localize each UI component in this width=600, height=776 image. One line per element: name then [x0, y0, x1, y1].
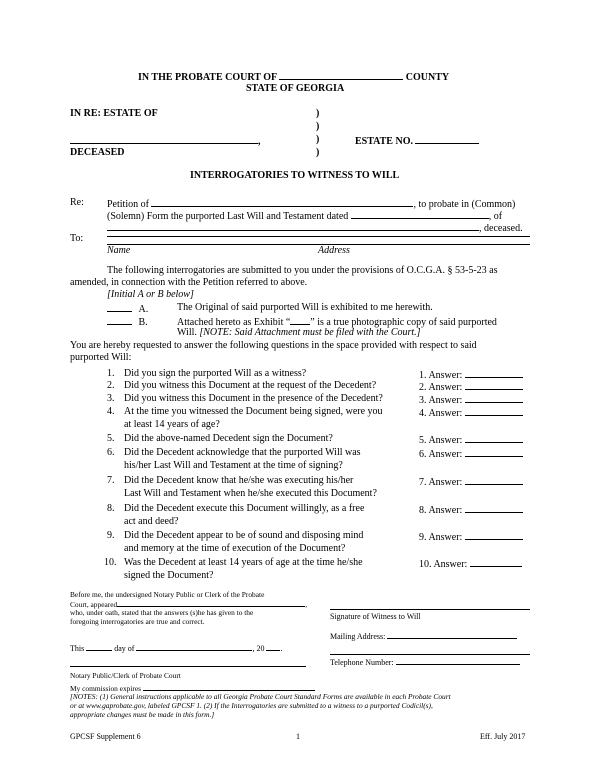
option-a-label: A. — [138, 304, 149, 315]
telephone-label: Telephone Number: — [330, 658, 394, 667]
answer-label: 8. Answer: — [419, 505, 463, 516]
commission-label: My commission expires — [70, 684, 142, 693]
answer-row — [419, 380, 523, 393]
intro-line-2: amended, in connection with the Petition referred to above. — [70, 277, 308, 288]
date-period: . — [280, 644, 283, 653]
telephone-row — [330, 657, 520, 667]
mailing-line-2[interactable] — [330, 654, 530, 655]
form-id: GPCSF Supplement 6 — [70, 732, 141, 741]
decedent-name-row — [70, 134, 261, 147]
answer-blank[interactable] — [465, 368, 523, 378]
notary-date-row — [70, 643, 282, 653]
question-text: Did you witness this Document at the request of the Decedent? — [124, 380, 377, 391]
question-number: 2. — [107, 380, 115, 391]
year-label: , 20 — [252, 644, 265, 653]
notary-line-2: Court, appeared , — [70, 600, 308, 609]
notes-line-3: appropriate changes must be made in this form.] — [70, 710, 215, 719]
question-number: 10. — [104, 557, 117, 568]
witness-signature-line[interactable] — [330, 609, 530, 610]
answer-row — [419, 406, 523, 419]
answer-blank[interactable] — [465, 530, 523, 540]
effective-date: Eff. July 2017 — [480, 732, 526, 741]
answer-row — [419, 447, 523, 460]
answer-row — [419, 393, 523, 406]
question-number: 7. — [107, 475, 115, 486]
will-dated-label: (Solemn) Form the purported Last Will and Testament dated — [107, 211, 349, 222]
notary-signature-line[interactable] — [70, 666, 306, 667]
question-number: 1. — [107, 368, 115, 379]
caption-paren-1: ) — [316, 108, 320, 119]
notary-signature-label: Notary Public/Clerk of Probate Court — [70, 671, 181, 680]
question-number: 4. — [107, 406, 115, 417]
probate-form-label: , to probate in (Common) — [413, 199, 516, 210]
answer-label: 3. Answer: — [419, 395, 463, 406]
question-text: Did you witness this Document in the presence of the Decedent? — [124, 393, 383, 404]
question-text-cont: Last Will and Testament when he/she executed this Document? — [124, 488, 377, 499]
will-date-blank[interactable] — [351, 209, 489, 219]
state-header: STATE OF GEORGIA — [246, 83, 345, 94]
question-text-cont: act and deed? — [124, 516, 179, 527]
question-text: Did the above-named Decedent sign the Document? — [124, 433, 333, 444]
option-b-note: [NOTE: Said Attachment must be filed with the Court.] — [199, 327, 421, 338]
petition-line-3 — [107, 221, 523, 234]
request-line-1: You are hereby requested to answer the following questions in the space provided with respect to said — [70, 340, 477, 351]
initial-note: [Initial A or B below] — [107, 289, 194, 300]
notes-line-2: or at www.gaprobate.gov, labeled GPCSF 1. (2) If the Interrogatories are submitted to a witness to a purported Codicil(s), — [70, 701, 433, 710]
question-text: Did the Decedent appear to be of sound and disposing mind — [124, 530, 364, 541]
deceased-label: DECEASED — [70, 147, 125, 158]
appeared-blank[interactable] — [117, 599, 305, 607]
option-b-row — [107, 315, 148, 328]
re-label: Re: — [70, 197, 84, 208]
decedent-name-blank[interactable] — [70, 134, 258, 144]
month-blank[interactable] — [136, 643, 252, 651]
county-blank[interactable] — [279, 70, 403, 80]
answer-label: 1. Answer: — [419, 370, 463, 381]
intro-line-1: The following interrogatories are submitted to you under the provisions of O.C.G.A. § 53-5-23 as — [107, 265, 498, 276]
notary-line-3: who, under oath, stated that the answers (s)he has given to the — [70, 608, 254, 617]
form-title: INTERROGATORIES TO WITNESS TO WILL — [190, 170, 400, 181]
court-line-pre: IN THE PROBATE COURT OF — [138, 72, 277, 83]
option-b-will: Will. — [177, 327, 197, 338]
page-number: 1 — [296, 732, 300, 741]
answer-blank[interactable] — [465, 447, 523, 457]
option-b-text-post: ” is a true photographic copy of said purported — [310, 317, 497, 328]
option-b-initial-blank[interactable] — [107, 315, 132, 325]
question-text: Was the Decedent at least 14 years of age at the time he/she — [124, 557, 363, 568]
petitioner-blank[interactable] — [151, 197, 413, 207]
answer-blank[interactable] — [465, 406, 523, 416]
deceased-suffix: , deceased. — [479, 223, 523, 234]
court-header — [138, 70, 449, 83]
court-line-post: COUNTY — [405, 72, 450, 83]
option-b-line2 — [177, 327, 421, 338]
in-re-label: IN RE: ESTATE OF — [70, 108, 158, 119]
decedent-blank[interactable] — [107, 221, 479, 231]
question-number: 9. — [107, 530, 115, 541]
day-blank[interactable] — [86, 643, 112, 651]
question-number: 3. — [107, 393, 115, 404]
answer-label: 9. Answer: — [419, 532, 463, 543]
mailing-label: Mailing Address: — [330, 632, 386, 641]
answer-label: 6. Answer: — [419, 449, 463, 460]
request-line-2: purported Will: — [70, 352, 132, 363]
answer-blank[interactable] — [465, 393, 523, 403]
name-label: Name — [107, 245, 131, 256]
answer-blank[interactable] — [470, 557, 522, 567]
question-text: Did the Decedent execute this Document willingly, as a free — [124, 503, 365, 514]
of-label: , of — [488, 211, 503, 222]
notary-line-4: foregoing interrogatories are true and correct. — [70, 617, 205, 626]
notary-line-1: Before me, the undersigned Notary Public or Clerk of the Probate — [70, 590, 265, 599]
option-a-initial-blank[interactable] — [107, 302, 132, 312]
answer-row — [419, 557, 522, 570]
answer-blank[interactable] — [465, 503, 523, 513]
day-of-label: day of — [114, 644, 135, 653]
answer-label: 5. Answer: — [419, 435, 463, 446]
caption-paren-3: ) — [316, 134, 320, 145]
answer-row — [419, 530, 523, 543]
question-text-cont: at least 14 years of age? — [124, 419, 220, 430]
answer-label: 10. Answer: — [419, 559, 468, 570]
estate-no-row — [355, 134, 479, 147]
question-text: Did the Decedent acknowledge that the purported Will was — [124, 447, 361, 458]
answer-label: 4. Answer: — [419, 408, 463, 419]
question-text: At the time you witnessed the Document being signed, were you — [124, 406, 383, 417]
commission-blank[interactable] — [143, 683, 315, 691]
question-number: 6. — [107, 447, 115, 458]
caption-paren-4: ) — [316, 147, 320, 158]
question-text-cont: and memory at the time of execution of the Document? — [124, 543, 346, 554]
question-number: 8. — [107, 503, 115, 514]
estate-no-blank[interactable] — [415, 134, 479, 144]
answer-row — [419, 475, 523, 488]
question-text: Did the Decedent know that he/she was executing his/her — [124, 475, 354, 486]
caption-paren-2: ) — [316, 121, 320, 132]
year-blank[interactable] — [266, 643, 283, 653]
option-b-label: B. — [138, 317, 148, 328]
question-number: 5. — [107, 433, 115, 444]
appeared-label: Court, appeared — [70, 600, 118, 609]
option-a-row — [107, 302, 148, 315]
mailing-blank[interactable] — [387, 631, 517, 639]
address-label: Address — [318, 245, 350, 256]
answer-blank[interactable] — [465, 433, 523, 443]
estate-no-label: ESTATE NO. — [355, 136, 413, 147]
answer-blank[interactable] — [465, 475, 523, 485]
mailing-row — [330, 631, 517, 641]
question-text-cont: signed the Document? — [124, 570, 214, 581]
petition-of-label: Petition of — [107, 199, 149, 210]
to-line-1[interactable] — [107, 236, 530, 237]
exhibit-blank[interactable] — [290, 315, 310, 325]
question-text: Did you sign the purported Will as a witness? — [124, 368, 307, 379]
notes-line-1: [NOTES: (1) General instructions applicable to all Georgia Probate Court Standard Forms are available in each Probate Court — [70, 692, 451, 701]
answer-label: 2. Answer: — [419, 382, 463, 393]
option-b-text-pre: Attached hereto as Exhibit “ — [177, 317, 291, 328]
telephone-blank[interactable] — [396, 657, 520, 665]
answer-row — [419, 433, 523, 446]
to-label: To: — [70, 233, 84, 244]
option-a-text: The Original of said purported Will is exhibited to me herewith. — [177, 302, 433, 313]
answer-blank[interactable] — [465, 380, 523, 390]
question-text-cont: his/her Last Will and Testament at the time of signing? — [124, 460, 343, 471]
answer-row — [419, 503, 523, 516]
witness-signature-label: Signature of Witness to Will — [330, 612, 421, 621]
this-label: This — [70, 644, 85, 653]
caption-comma: , — [258, 136, 261, 147]
answer-label: 7. Answer: — [419, 477, 463, 488]
